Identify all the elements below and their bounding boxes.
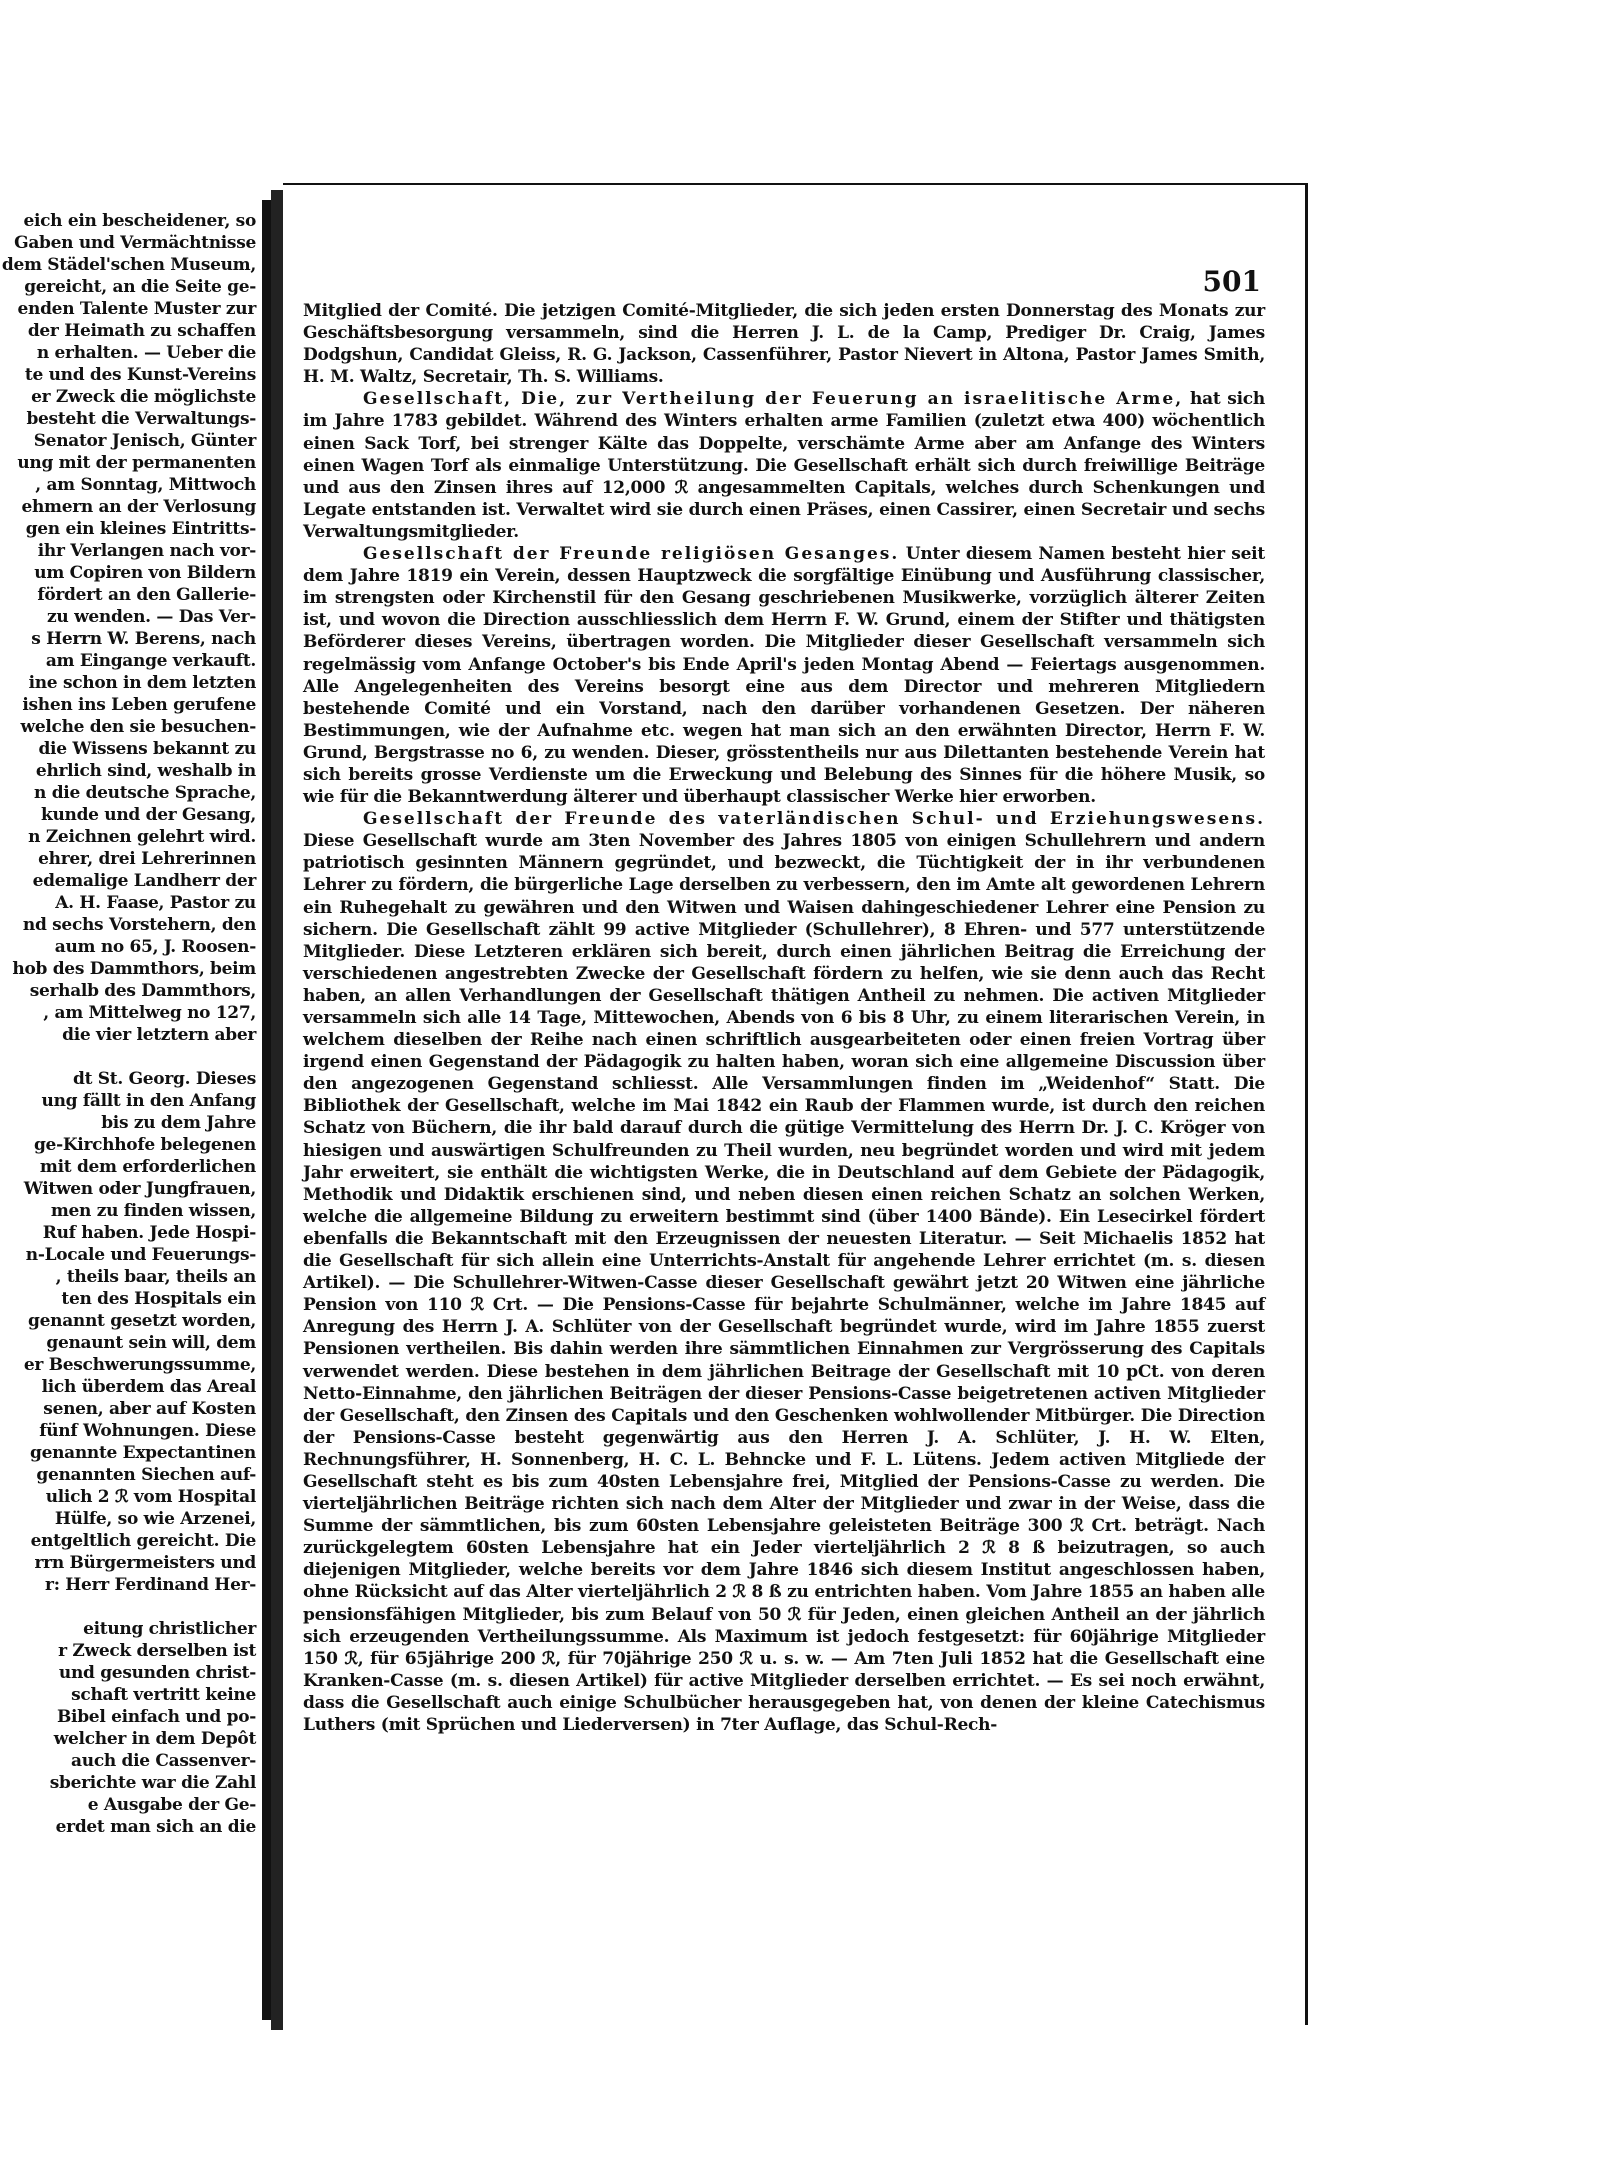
- entry-intro: [303, 300, 1265, 388]
- previous-page-line: Senator Jenisch, Günter: [33, 431, 256, 451]
- previous-page-line: dem Städel'schen Museum,: [1, 255, 256, 275]
- previous-page-line: n erhalten. — Ueber die: [36, 343, 256, 363]
- previous-page-line: gen ein kleines Eintritts-: [25, 519, 256, 539]
- previous-page-line: gereicht, an die Seite ge-: [24, 277, 256, 297]
- previous-page-line: genannte Expectantinen: [29, 1443, 256, 1463]
- previous-page-line: Ruf haben. Jede Hospi-: [42, 1223, 256, 1243]
- previous-page-line: ung fällt in den Anfang: [41, 1091, 256, 1111]
- previous-page-line: ine schon in dem letzten: [28, 673, 256, 693]
- previous-page-strip: [0, 200, 271, 2020]
- previous-page-line: Hülfe, so wie Arzenei,: [54, 1509, 256, 1529]
- previous-page-line: welche den sie besuchen-: [20, 717, 256, 737]
- previous-page-line: ten des Hospitals ein: [61, 1289, 256, 1309]
- previous-page-line: ihr Verlangen nach vor-: [37, 541, 256, 561]
- previous-page-line: ehmern an der Verlosung: [21, 497, 256, 517]
- previous-page-line: dt St. Georg. Dieses: [73, 1069, 256, 1089]
- previous-page-line: am Eingange verkauft.: [45, 651, 256, 671]
- previous-page-line: [0, 1046, 262, 1068]
- previous-page-line: erdet man sich an die: [55, 1817, 256, 1837]
- previous-page-line: er Zweck die möglichste: [31, 387, 256, 407]
- previous-page-line: fünf Wohnungen. Diese: [39, 1421, 256, 1441]
- previous-page-line: men zu finden wissen,: [50, 1201, 256, 1221]
- previous-page-line: sberichte war die Zahl: [49, 1773, 256, 1793]
- previous-page-line: auch die Cassenver-: [71, 1751, 256, 1771]
- page-number: 501: [1202, 265, 1261, 298]
- previous-page-line: aum no 65, J. Roosen-: [54, 937, 256, 957]
- previous-page-line: genannten Siechen auf-: [36, 1465, 256, 1485]
- entry-feuerung: [303, 388, 1265, 543]
- previous-page-line: eitung christlicher: [83, 1619, 256, 1639]
- previous-page-line: [0, 1596, 262, 1618]
- entry-text: Diese Gesellschaft wurde am 3ten November des Jahres 1805 von einigen Schullehrern und andern patriotisch gesinnten Männern gegründet, und bezweckt, die Tüchtigkeit der in ihr verbundenen Lehrer zu fördern, die bürgerliche Lage derselben zu verbessern, den im Amte alt gewordenen Lehrern ein Ruhegehalt zu gewähren und den Witwen und Waisen dahingeschiedener Lehrer eine Pension zu sichern. Die Gesellschaft zählt 99 active Mitglieder (Schullehrer), 8 Ehren- und 577 unterstützende Mitglieder. Diese Letzteren erklären sich bereit, durch einen jährlichen Beitrag die Erreichung der verschiedenen angestrebten Zwecke der Gesellschaft fördern zu helfen, wie sie denn auch das Recht haben, an allen Verhandlungen der Gesellschaft thätigen Antheil zu nehmen. Die activen Mitglieder versammeln sich alle 14 Tage, Mittewochen, Abends von 6 bis 8 Uhr, zu einem literarischen Verein, in welchem dieselben der Reihe nach einen schriftlich ausgearbeiteten oder einen freien Vortrag über irgend einen Gegenstand der Pädagogik zu halten haben, woran sich eine allgemeine Discussion über den angezogenen Gegenstand schliesst. Alle Versammlungen finden im „Weidenhof“ Statt. Die Bibliothek der Gesellschaft, welche im Mai 1842 ein Raub der Flammen wurde, ist durch den reichen Schatz von Büchern, die ihr bald darauf durch die gütige Vermittelung des Herrn Dr. J. C. Kröger von hiesigen und auswärtigen Schulfreunden zu Theil wurden, neu begründet worden und wird mit jedem Jahr erweitert, sie enthält die wichtigsten Werke, die in Deutschland auf dem Gebiete der Pädagogik, Methodik und Didaktik erschienen sind, und neben diesen einen reichen Schatz an solchen Werken, welche die allgemeine Bildung zu erweitern bestimmt sind (über 1400 Bände). Ein Lesecirkel fördert ebenfalls die Bekanntschaft mit den Erzeugnissen der neuesten Literatur. — Seit Michaelis 1852 hat die Gesellschaft für sich allein eine Unterrichts-Anstalt für angehende Lehrer errichtet (m. s. diesen Artikel). — Die Schullehrer-Witwen-Casse dieser Gesellschaft gewährt jetzt 20 Witwen eine jährliche Pension von 110 ℛ Crt. — Die Pensions-Casse für bejahrte Schulmänner, welche im Jahre 1845 auf Anregung des Herrn J. A. Schlüter von der Gesellschaft begründet wurde, wird im Jahre 1855 zuerst Pensionen vertheilen. Bis dahin werden ihre sämmtlichen Einnahmen zur Vergrösserung des Capitals verwendet werden. Diese bestehen in dem jährlichen Beitrage der Gesellschaft mit 10 pCt. von deren Netto-Einnahme, den jährlichen Beiträgen der dieser Pensions-Casse beigetretenen activen Mitglieder der Gesellschaft, den Zinsen des Capitals und den Geschenken wohlwollender Mitbürger. Die Direction der Pensions-Casse besteht gegenwärtig aus den Herren J. A. Schlüter, J. H. W. Elten, Rechnungsführer, H. Sonnenberg, H. C. L. Behncke und F. L. Lütens. Jedem activen Mitgliede der Gesellschaft steht es bis zum 40sten Lebensjahre frei, Mitglied der Pensions-Casse zu werden. Die vierteljährlichen Beiträge richten sich nach dem Alter der Mitglieder und zwar in der Weise, dass die Summe der sämmtlichen, bis zum 60sten Lebensjahre geleisteten Beiträge 300 ℛ Crt. beträgt. Nach zurückgelegtem 60sten Lebensjahre hat ein Jeder vierteljährlich 2 ℛ 8 ß beizutragen, so auch diejenigen Mitglieder, welche bereits vor dem Jahre 1846 sich diesem Institut angeschlossen haben, ohne Rücksicht auf das Alter vierteljährlich 2 ℛ 8 ß zu entrichten haben. Vom Jahre 1855 an haben alle pensionsfähigen Mitglieder, bis zum Belauf von 50 ℛ für Jeden, einen gleichen Antheil an der jährlich sich erzeugenden Vertheilungssumme. Als Maximum ist jedoch festgesetzt: für 60jährige Mitglieder 150 ℛ, für 65jährige 200 ℛ, für 70jährige 250 ℛ u. s. w. — Am 7ten Juli 1852 hat die Gesellschaft eine Kranken-Casse (m. s. diesen Artikel) für active Mitglieder derselben errichtet. — Es sei noch erwähnt, dass die Gesellschaft auch einige Schulbücher herausgegeben hat, von denen der kleine Catechismus Luthers (mit Sprüchen und Liederversen) in 7ter Auflage, das Schul-Rech-: [303, 831, 1265, 1735]
- previous-page-line: r Zweck derselben ist: [58, 1641, 256, 1661]
- previous-page-line: Witwen oder Jungfrauen,: [23, 1179, 256, 1199]
- previous-page-line: e Ausgabe der Ge-: [87, 1795, 256, 1815]
- previous-page-line: bis zu dem Jahre: [101, 1113, 256, 1133]
- previous-page-line: senen, aber auf Kosten: [43, 1399, 256, 1419]
- previous-page-line: kunde und der Gesang,: [40, 805, 256, 825]
- previous-page-line: serhalb des Dammthors,: [29, 981, 256, 1001]
- previous-page-line: n Zeichnen gelehrt wird.: [28, 827, 256, 847]
- previous-page-line: schaft vertritt keine: [71, 1685, 256, 1705]
- previous-page-line: mit dem erforderlichen: [39, 1157, 256, 1177]
- previous-page-line: ung mit der permanenten: [17, 453, 256, 473]
- previous-page-line: Bibel einfach und po-: [56, 1707, 256, 1727]
- previous-page-line: entgeltlich gereicht. Die: [30, 1531, 256, 1551]
- previous-page-line: die Wissens bekannt zu: [38, 739, 256, 759]
- previous-page-line: n die deutsche Sprache,: [34, 783, 256, 803]
- previous-page-line: der Heimath zu schaffen: [27, 321, 256, 341]
- previous-page-line: ishen ins Leben gerufene: [22, 695, 256, 715]
- entry-text: Mitglied der Comité. Die jetzigen Comité-Mitglieder, die sich jeden ersten Donnerstag des Monats zur Geschäftsbesorgung versammeln, sind die Herren J. L. de la Camp, Prediger Dr. Craig, James Dodgshun, Candidat Gleiss, R. G. Jackson, Cassenführer, Pastor Nievert in Altona, Pastor James Smith, H. M. Waltz, Secretair, Th. S. Williams.: [303, 301, 1265, 388]
- entry-gesang: [303, 543, 1265, 808]
- previous-page-line: ge-Kirchhofe belegenen: [33, 1135, 256, 1155]
- previous-page-line: eich ein bescheidener, so: [23, 211, 256, 231]
- previous-page-line: A. H. Faase, Pastor zu: [55, 893, 256, 913]
- previous-page-line: zu wenden. — Das Ver-: [47, 607, 256, 627]
- previous-page-text: [0, 210, 262, 1838]
- previous-page-line: genaunt sein will, dem: [46, 1333, 256, 1353]
- previous-page-line: ehrlich sind, weshalb in: [35, 761, 256, 781]
- previous-page-line: s Herrn W. Berens, nach: [31, 629, 256, 649]
- previous-page-line: edemalige Landherr der: [32, 871, 256, 891]
- previous-page-line: , am Sonntag, Mittwoch: [35, 475, 256, 495]
- previous-page-line: fördert an den Gallerie-: [37, 585, 256, 605]
- previous-page-line: enden Talente Muster zur: [17, 299, 256, 319]
- entry-text: Unter diesem Namen besteht hier seit dem Jahre 1819 ein Verein, dessen Hauptzweck die sorgfältige Einübung und Ausführung classischer, im strengsten oder Kirchenstil für den Gesang geschriebenen Musikwerke, vorzüglich älterer Zeiten ist, und wovon die Direction ausschliesslich dem Herrn F. W. Grund, einem der Stifter und thätigsten Beförderer dieses Vereins, übertragen worden. Die Mitglieder dieser Gesellschaft versammeln sich regelmässig vom Anfange October's bis Ende April's jeden Montag Abend — Feiertags ausgenommen. Alle Angelegenheiten des Vereins besorgt eine aus dem Director und mehreren Mitgliedern bestehende Comité und ein Vorstand, nach den darüber vorhandenen Gesetzen. Der näheren Bestimmungen, wie der Aufnahme etc. wegen hat man sich an den erwähnten Director, Herrn F. W. Grund, Bergstrasse no 6, zu wenden. Dieser, grösstentheils nur aus Dilettanten bestehende Verein hat sich bereits grosse Verdienste um die Erweckung und Belebung des Sinnes für die höhere Musik, so wie für die Bekanntwerdung älterer und überhaupt classischer Werke hier erworben.: [303, 544, 1265, 808]
- previous-page-line: Gaben und Vermächtnisse: [14, 233, 256, 253]
- page-body: [303, 300, 1265, 1736]
- entry-text: hat sich im Jahre 1783 gebildet. Während des Winters erhalten arme Familien (zuletzt etwa 400) wöchentlich einen Sack Torf, bei strenger Kälte das Doppelte, verschämte Arme aber am Anfange des Winters einen Wagen Torf als einmalige Unterstützung. Die Gesellschaft erhält sich durch freiwillige Beiträge und aus den Zinsen ihres auf 12,000 ℛ angesammelten Capitals, welches durch Schenkungen und Legate entstanden ist. Verwaltet wird sie durch einen Präses, einen Cassirer, einen Secretair und sechs Verwaltungsmitglieder.: [303, 389, 1266, 542]
- previous-page-line: , am Mittelweg no 127,: [43, 1003, 256, 1023]
- entry-heading: Gesellschaft, Die, zur Vertheilung der Feuerung an israelitische Arme,: [363, 389, 1184, 410]
- previous-page-line: , theils baar, theils an: [55, 1267, 256, 1287]
- previous-page-line: er Beschwerungssumme,: [23, 1355, 256, 1375]
- previous-page-line: und gesunden christ-: [58, 1663, 256, 1683]
- previous-page-line: um Copiren von Bildern: [34, 563, 256, 583]
- previous-page-line: rrn Bürgermeisters und: [34, 1553, 256, 1573]
- previous-page-line: hob des Dammthors, beim: [12, 959, 256, 979]
- previous-page-line: besteht die Verwaltungs-: [26, 409, 256, 429]
- book-gutter: [271, 190, 283, 2030]
- previous-page-line: welcher in dem Depôt: [53, 1729, 256, 1749]
- previous-page-line: te und des Kunst-Vereins: [24, 365, 256, 385]
- previous-page-line: lich überdem das Areal: [41, 1377, 256, 1397]
- page: [283, 183, 1308, 2025]
- previous-page-line: ulich 2 ℛ vom Hospital: [45, 1487, 256, 1507]
- previous-page-line: r: Herr Ferdinand Her-: [45, 1575, 256, 1595]
- previous-page-line: nd sechs Vorstehern, den: [22, 915, 256, 935]
- previous-page-line: n-Locale und Feuerungs-: [25, 1245, 256, 1265]
- entry-heading: Gesellschaft der Freunde religiösen Gesanges.: [363, 544, 900, 565]
- previous-page-line: die vier letztern aber: [62, 1025, 256, 1045]
- entry-heading: Gesellschaft der Freunde des vaterländischen Schul- und Erziehungswesens.: [363, 809, 1265, 830]
- previous-page-line: genannt gesetzt worden,: [28, 1311, 256, 1331]
- entry-schul: [303, 808, 1265, 1736]
- previous-page-line: ehrer, drei Lehrerinnen: [38, 849, 256, 869]
